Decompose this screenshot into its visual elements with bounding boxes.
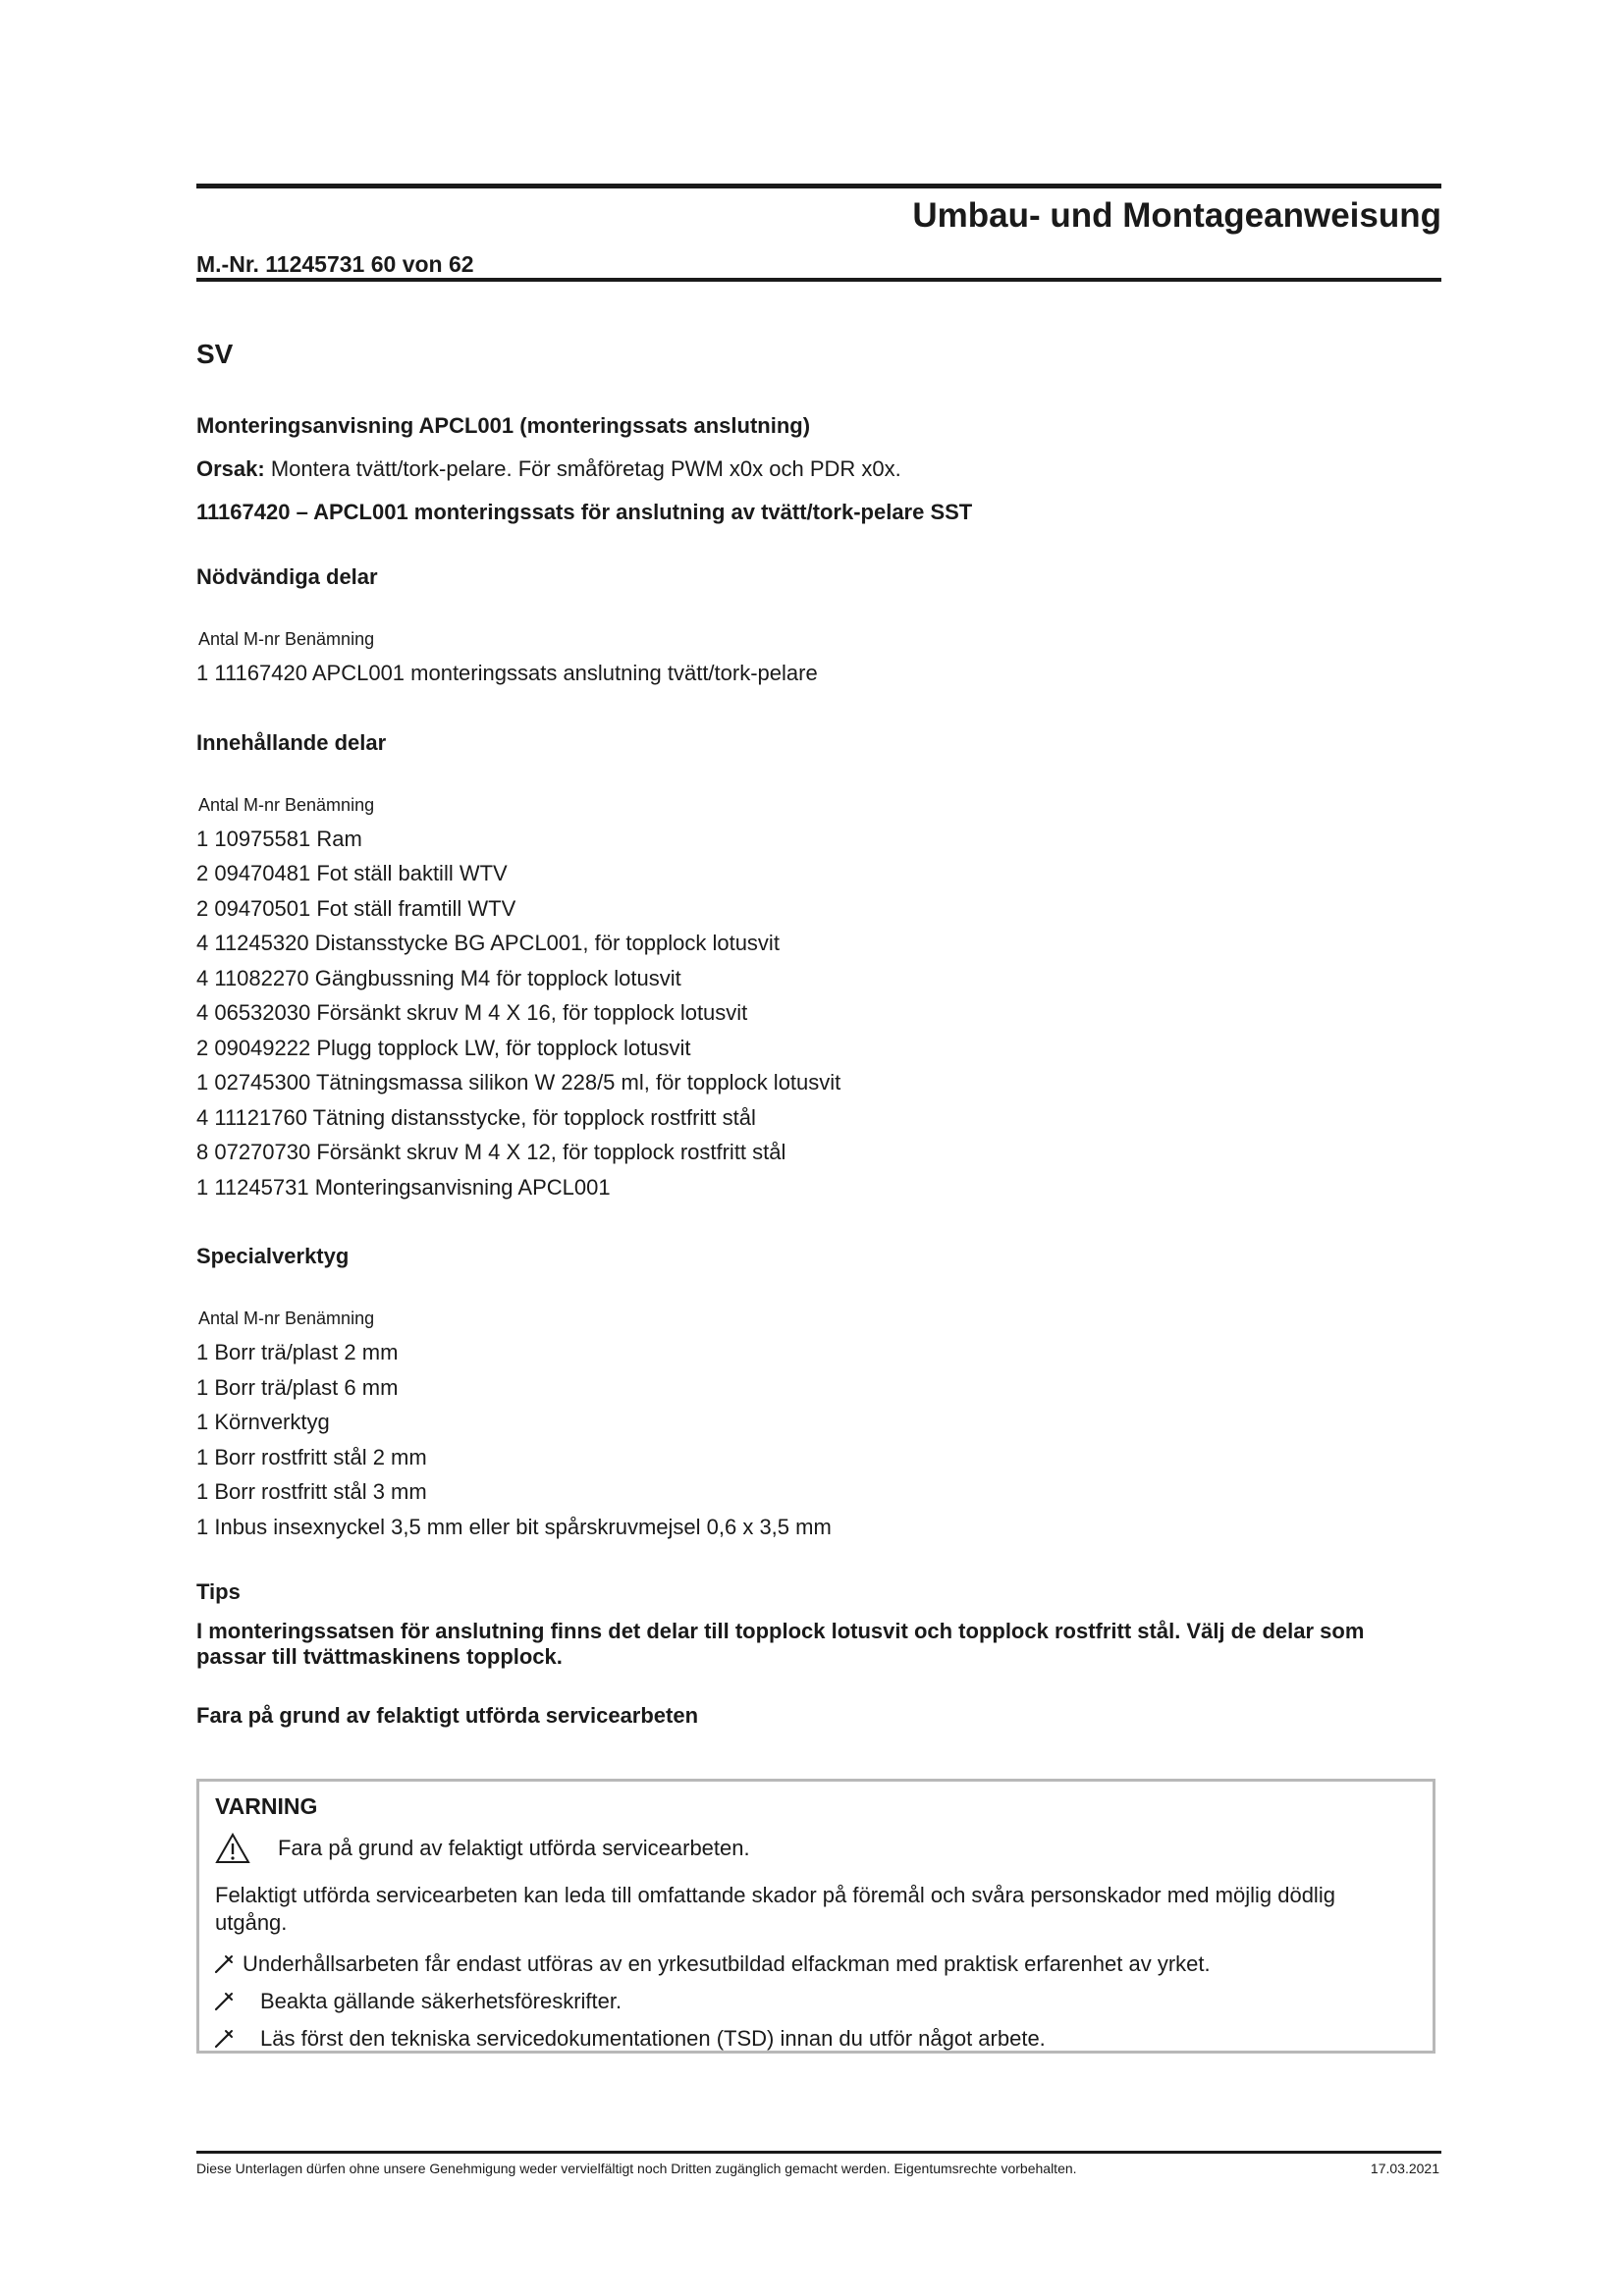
- included-parts-heading: Innehållande delar: [196, 729, 387, 755]
- header-rule-top: [196, 184, 1441, 188]
- included-parts-list: [196, 822, 1441, 1205]
- warning-lead: [215, 1833, 750, 1864]
- tips-heading: Tips: [196, 1579, 241, 1604]
- warning-item-text: Beakta gällande säkerhetsföreskrifter.: [260, 1989, 623, 2013]
- special-tools-list: [196, 1335, 1441, 1544]
- list-item: 1 Borr rostfritt stål 3 mm: [196, 1479, 427, 1504]
- special-tools-columns: Antal M-nr Benämning: [198, 1308, 375, 1328]
- list-item: 4 11245320 Distansstycke BG APCL001, för topplock lotusvit: [196, 931, 780, 955]
- list-item: 2 09049222 Plugg topplock LW, för topplock lotusvit: [196, 1035, 691, 1060]
- reason-label: Orsak:: [196, 456, 265, 481]
- warning-item-text: Underhållsarbeten får endast utföras av en yrkesutbildad elfackman med praktisk erfarenhet av yrket.: [243, 1951, 1211, 1976]
- special-tools-heading: Specialverktyg: [196, 1244, 350, 1268]
- required-parts-heading: Nödvändiga delar: [196, 564, 378, 589]
- wrench-icon: [213, 1953, 235, 1975]
- footer-rule: [196, 2151, 1441, 2154]
- wrench-icon: [213, 1991, 235, 2012]
- warning-box: [196, 1779, 1435, 2054]
- list-item: 4 11121760 Tätning distansstycke, för topplock rostfritt stål: [196, 1104, 756, 1130]
- language-code: SV: [196, 339, 234, 369]
- warning-item: [213, 1951, 1211, 1977]
- warning-item: [213, 2026, 1046, 2052]
- list-item: 4 06532030 Försänkt skruv M 4 X 16, för topplock lotusvit: [196, 1000, 748, 1025]
- list-item: 1 Inbus insexnyckel 3,5 mm eller bit spårskruvmejsel 0,6 x 3,5 mm: [196, 1514, 832, 1539]
- warning-item-text: Läs först den tekniska servicedokumentationen (TSD) innan du utför något arbete.: [260, 2026, 1046, 2051]
- list-item: 4 11082270 Gängbussning M4 för topplock lotusvit: [196, 965, 681, 990]
- main-content: [196, 339, 1441, 1729]
- header-rule-bottom: [196, 278, 1441, 282]
- reason-line: [196, 456, 1441, 482]
- required-parts-columns: Antal M-nr Benämning: [198, 629, 375, 649]
- list-item: 1 11167420 APCL001 monteringssats anslutning tvätt/tork-pelare: [196, 661, 818, 685]
- reason-text: Montera tvätt/tork-pelare. För småföretag PWM x0x och PDR x0x.: [270, 456, 901, 481]
- danger-heading: Fara på grund av felaktigt utförda servicearbeten: [196, 1703, 699, 1728]
- warning-title: VARNING: [215, 1793, 318, 1819]
- list-item: 1 10975581 Ram: [196, 826, 362, 851]
- warning-lead-text: Fara på grund av felaktigt utförda servicearbeten.: [278, 1836, 750, 1860]
- intro-heading: Monteringsanvisning APCL001 (monteringssats anslutning): [196, 413, 811, 438]
- list-item: 1 02745300 Tätningsmassa silikon W 228/5 ml, för topplock lotusvit: [196, 1070, 841, 1095]
- warning-triangle-icon: [215, 1833, 250, 1864]
- list-item: 1 Borr trä/plast 6 mm: [196, 1374, 399, 1400]
- required-parts-list: [196, 656, 1441, 691]
- footer-copyright-note: Diese Unterlagen dürfen ohne unsere Genehmigung weder vervielfältigt noch Dritten zugänglich gemacht werden. Eigentumsrechte vorbehalten.: [196, 2161, 1077, 2176]
- list-item: 1 Körnverktyg: [196, 1410, 330, 1434]
- list-item: 2 09470481 Fot ställ baktill WTV: [196, 861, 508, 885]
- list-item: 8 07270730 Försänkt skruv M 4 X 12, för topplock rostfritt stål: [196, 1140, 786, 1164]
- kit-line: 11167420 – APCL001 monteringssats för anslutning av tvätt/tork-pelare SST: [196, 500, 973, 524]
- tips-text: I monteringssatsen för anslutning finns det delar till topplock lotusvit och topplock rostfritt stål. Välj de delar som passar till tvättmaskinens topplock.: [196, 1619, 1365, 1669]
- list-item: 1 Borr rostfritt stål 2 mm: [196, 1444, 427, 1469]
- footer-date: 17.03.2021: [1370, 2161, 1439, 2176]
- included-parts-columns: Antal M-nr Benämning: [198, 794, 375, 815]
- list-item: 2 09470501 Fot ställ framtill WTV: [196, 895, 516, 921]
- document-title: Umbau- und Montageanweisung: [912, 196, 1441, 235]
- warning-text: Felaktigt utförda servicearbeten kan leda till omfattande skador på föremål och svåra personskador med möjlig dödlig utgång.: [215, 1883, 1335, 1935]
- list-item: 1 11245731 Monteringsanvisning APCL001: [196, 1174, 611, 1200]
- document-number: M.-Nr. 11245731 60 von 62: [196, 251, 474, 277]
- list-item: 1 Borr trä/plast 2 mm: [196, 1340, 399, 1364]
- wrench-icon: [213, 2028, 235, 2050]
- warning-item: [213, 1989, 622, 2014]
